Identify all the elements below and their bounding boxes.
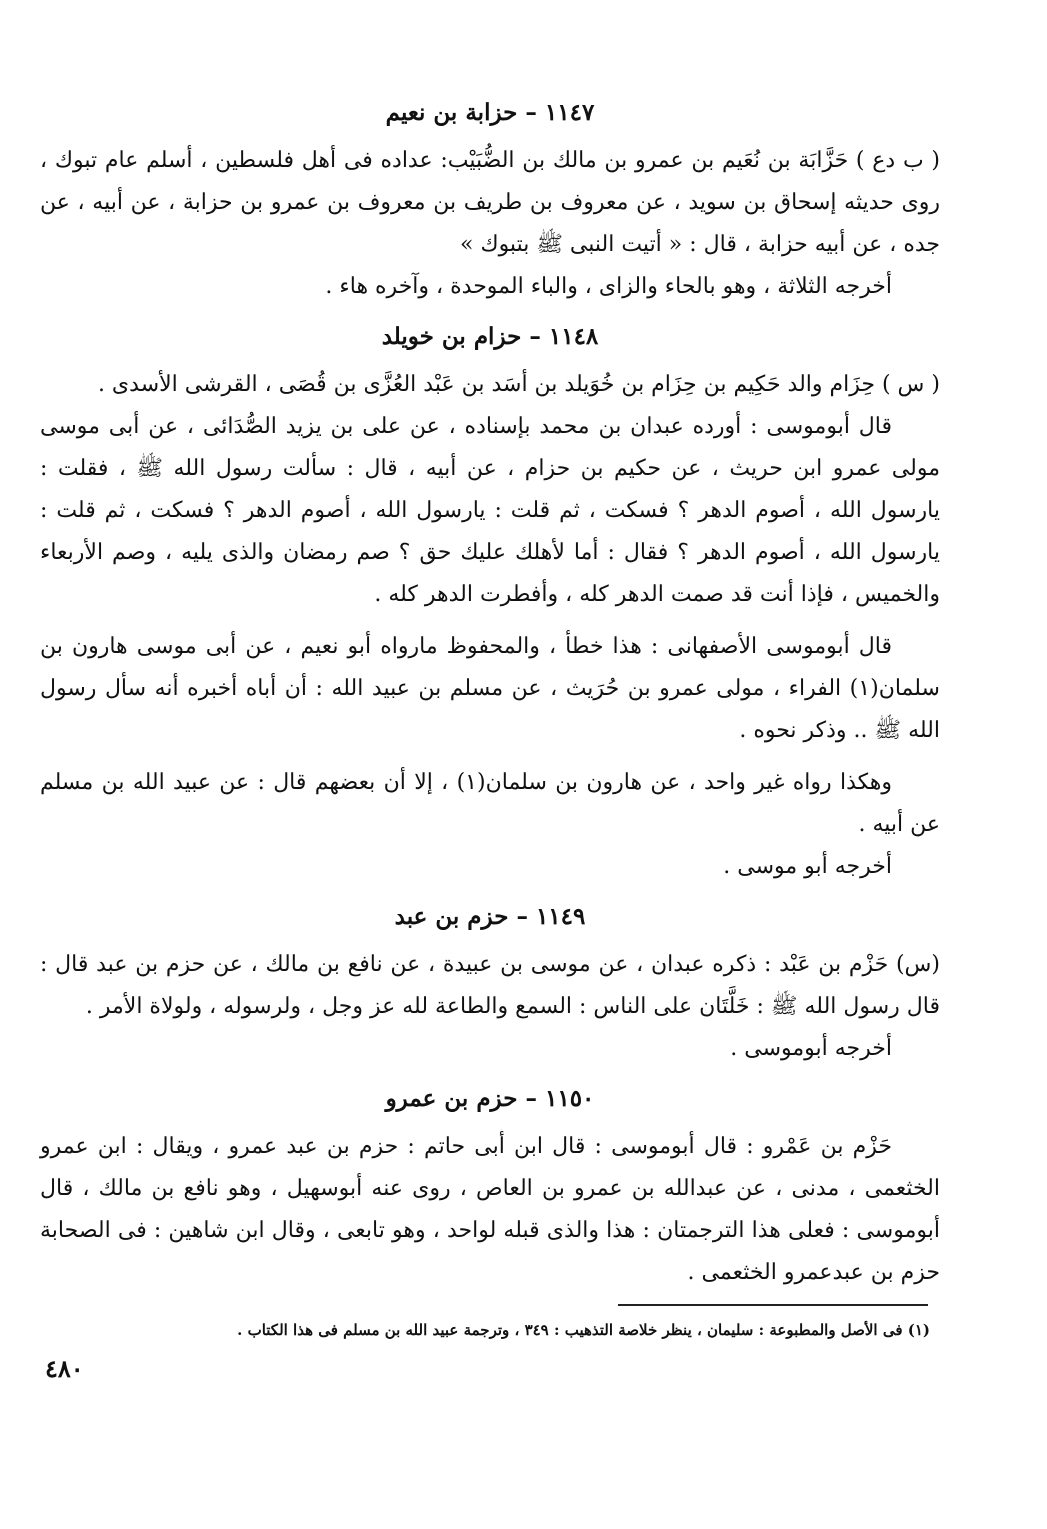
entry-title: ١١٤٧ – حزابة بن نعيم (385, 99, 595, 126)
entry-1150 (40, 1082, 940, 1294)
entry-paragraph: ( ب دع ) حَزَّابَة بن نُعَيم بن عمرو بن مالك بن الضُّبَيْب: عداده فى أهل فلسطين ، أسلم عام تبوك ، روى حديثه إسحاق بن سويد ، عن معروف بن طريف بن معروف بن عمرو بن حزابة ، عن أبيه ، عن جده ، عن أبيه حزابة ، قال : « أتيت النبى ﷺ بتبوك » (40, 148, 940, 257)
entry-1148 (40, 320, 940, 888)
entry-title: ١١٤٩ – حزم بن عبد (394, 903, 586, 930)
entry-title: ١١٤٨ – حزام بن خويلد (381, 323, 599, 350)
entry-paragraph: أخرجه أبو موسى . (723, 854, 892, 879)
entry-paragraph: ( س ) حِزَام والد حَكِيم بن حِزَام بن خُوَيلد بن أسَد بن عَبْد العُزَّى بن قُصَى ، القرشى الأسدى . (97, 372, 940, 397)
footnote-divider (618, 1304, 928, 1306)
entry-paragraph: (س) حَزْم بن عَبْد : ذكره عبدان ، عن موسى بن عبيدة ، عن نافع بن مالك ، عن حزم بن عبد قال : قال رسول الله ﷺ : خَلَّتَان على الناس : السمع والطاعة لله عز وجل ، ولرسوله ، ولولاة الأمر . (40, 952, 940, 1019)
entry-paragraph: أخرجه الثلاثة ، وهو بالحاء والزاى ، والباء الموحدة ، وآخره هاء . (325, 274, 892, 299)
entry-paragraph: قال أبوموسى : أورده عبدان بن محمد بإسناده ، عن على بن يزيد الصُّدَائى ، عن أبى موسى مولى عمرو ابن حريث ، عن حكيم بن حزام ، عن أبيه ، قال : سألت رسول الله ﷺ ، فقلت : يارسول الله ، أصوم الدهر ؟ فسكت ، ثم قلت : يارسول الله ، أصوم الدهر ؟ فسكت ، ثم قلت : يارسول الله ، أصوم الدهر ؟ فقال : أما لأهلك عليك حق ؟ صم رمضان والذى يليه ، وصم الأربعاء والخميس ، فإذا أنت قد صمت الدهر كله ، وأفطرت الدهر كله . (40, 414, 940, 607)
entry-paragraph: قال أبوموسى الأصفهانى : هذا خطأ ، والمحفوظ مارواه أبو نعيم ، عن أبى موسى هارون بن سلمان(١) الفراء ، مولى عمرو بن حُرَيث ، عن مسلم بن عبيد الله : أن أباه أخبره أنه سأل رسول الله ﷺ .. وذكر نحوه . (40, 634, 940, 743)
entry-paragraph: وهكذا رواه غير واحد ، عن هارون بن سلمان(١) ، إلا أن بعضهم قال : عن عبيد الله بن مسلم عن أبيه . (40, 770, 940, 837)
entry-paragraph: أخرجه أبوموسى . (730, 1036, 892, 1061)
entry-title: ١١٥٠ – حزم بن عمرو (385, 1085, 595, 1112)
entry-paragraph: حَزْم بن عَمْرو : قال أبوموسى : قال ابن أبى حاتم : حزم بن عبد عمرو ، ويقال : ابن عمرو الخثعمى ، مدنى ، عن عبدالله بن عمرو بن العاص ، روى عنه أبوسهيل ، وهو نافع بن مالك ، قال أبوموسى : فعلى هذا الترجمتان : هذا والذى قبله لواحد ، وهو تابعى ، وقال ابن شاهين : فى الصحابة حزم بن عبدعمرو الخثعمى . (40, 1134, 940, 1285)
footnote: (١) فى الأصل والمطبوعة : سليمان ، ينظر خلاصة التذهيب : ٣٤٩ ، وترجمة عبيد الله بن مسلم فى هذا الكتاب . (237, 1321, 930, 1339)
entry-1149 (40, 900, 940, 1070)
page-body (40, 96, 940, 1306)
page-number: ٤٨٠ (45, 1354, 84, 1383)
entry-1147 (40, 96, 940, 308)
